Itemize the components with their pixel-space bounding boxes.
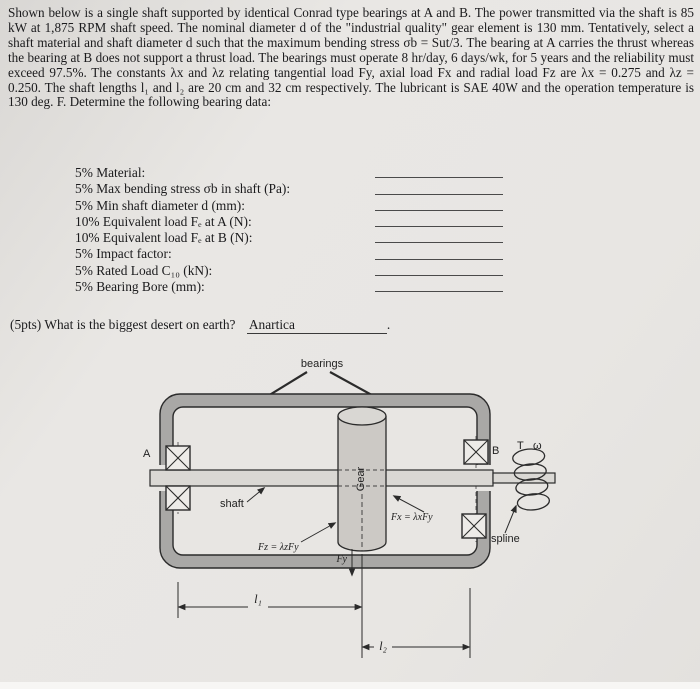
answer-blank xyxy=(375,259,503,260)
answer-item-label: 5% Material: xyxy=(75,165,146,180)
dimension-l2-label: l₂ xyxy=(379,639,387,653)
force-fy-label: Fy xyxy=(336,554,347,565)
answer-blank xyxy=(375,194,503,195)
bearing-b-label: B xyxy=(492,445,500,457)
bonus-answer-period: . xyxy=(386,317,391,332)
spline-label: spline xyxy=(491,533,520,545)
answer-blank xyxy=(375,177,503,178)
answer-item-equivalent-load-b xyxy=(75,229,655,245)
bearing-a-label: A xyxy=(143,448,151,460)
bonus-question-line xyxy=(10,317,390,334)
answer-item-label: 5% Min shaft diameter d (mm): xyxy=(75,197,245,213)
problem-statement: Shown below is a single shaft supported by identical Conrad type bearings at A and B. The power transmitted via the shaft is 85 kW at 1,875 RPM shaft speed. The nominal diameter d of the "industrial quality" gear element is 130 mm. Tentatively, select a shaft material and shaft diameter d such that the maximum bending stress σb = Sut/3. The bearing at A carries the thrust whereas the bearing at B does not support a thrust load. The bearings must operate 8 hr/day, 6 days/wk, for 5 years and the reliability must exceed 97.5%. The constants λx and λz relating tangential load Fy, axial load Fx and radial load Fz are λx = 0.275 and λz = 0.250. The shaft lengths l₁ and l₂ are 20 cm and 32 cm respectively. The lubricant is SAE 40W and the operation temperature is 130 deg. F. Determine the following bearing data: xyxy=(8,5,694,110)
answer-item-label: 10% Equivalent load Fₑ at A (N): xyxy=(75,213,252,229)
dimension-l1-label: l₁ xyxy=(254,592,262,606)
bearings-label: bearings xyxy=(300,358,344,370)
spline-leader xyxy=(505,506,516,533)
answer-item-label: 5% Rated Load C₁₀ (kN): xyxy=(75,262,213,278)
answer-blank xyxy=(375,275,503,276)
answer-blank xyxy=(375,242,503,243)
gear-top-face xyxy=(338,407,386,425)
answer-item-label: 5% Max bending stress σb in shaft (Pa): xyxy=(75,181,291,197)
bonus-answer: Anartica xyxy=(247,317,387,334)
answer-blank xyxy=(375,210,503,211)
omega-label: ω xyxy=(533,440,542,452)
force-fz-label: Fz = λzFy xyxy=(258,542,299,553)
answer-item-bearing-bore xyxy=(75,278,655,294)
shaft-diagram xyxy=(0,346,700,689)
answer-item-label: 10% Equivalent load Fₑ at B (N): xyxy=(75,230,253,246)
answer-blank xyxy=(375,226,503,227)
shaft-label: shaft xyxy=(220,498,244,510)
gear-label: Gear xyxy=(355,466,367,492)
shaft-body xyxy=(150,470,493,486)
answer-list xyxy=(75,164,655,294)
answer-item-impact-factor xyxy=(75,245,655,261)
torque-label: T xyxy=(517,440,524,452)
page-edge xyxy=(0,682,700,689)
bonus-question: (5pts) What is the biggest desert on earth? xyxy=(10,317,236,332)
answer-item-label: 5% Bearing Bore (mm): xyxy=(75,279,205,295)
answer-item-max-bending-stress xyxy=(75,180,655,196)
answer-item-equivalent-load-a xyxy=(75,213,655,229)
force-fx-label: Fx = λxFy xyxy=(391,512,433,523)
answer-item-rated-load xyxy=(75,262,655,278)
answer-item-label: 5% Impact factor: xyxy=(75,246,172,262)
answer-blank xyxy=(375,291,503,292)
answer-item-material xyxy=(75,164,655,180)
answer-item-min-shaft-diameter xyxy=(75,197,655,213)
